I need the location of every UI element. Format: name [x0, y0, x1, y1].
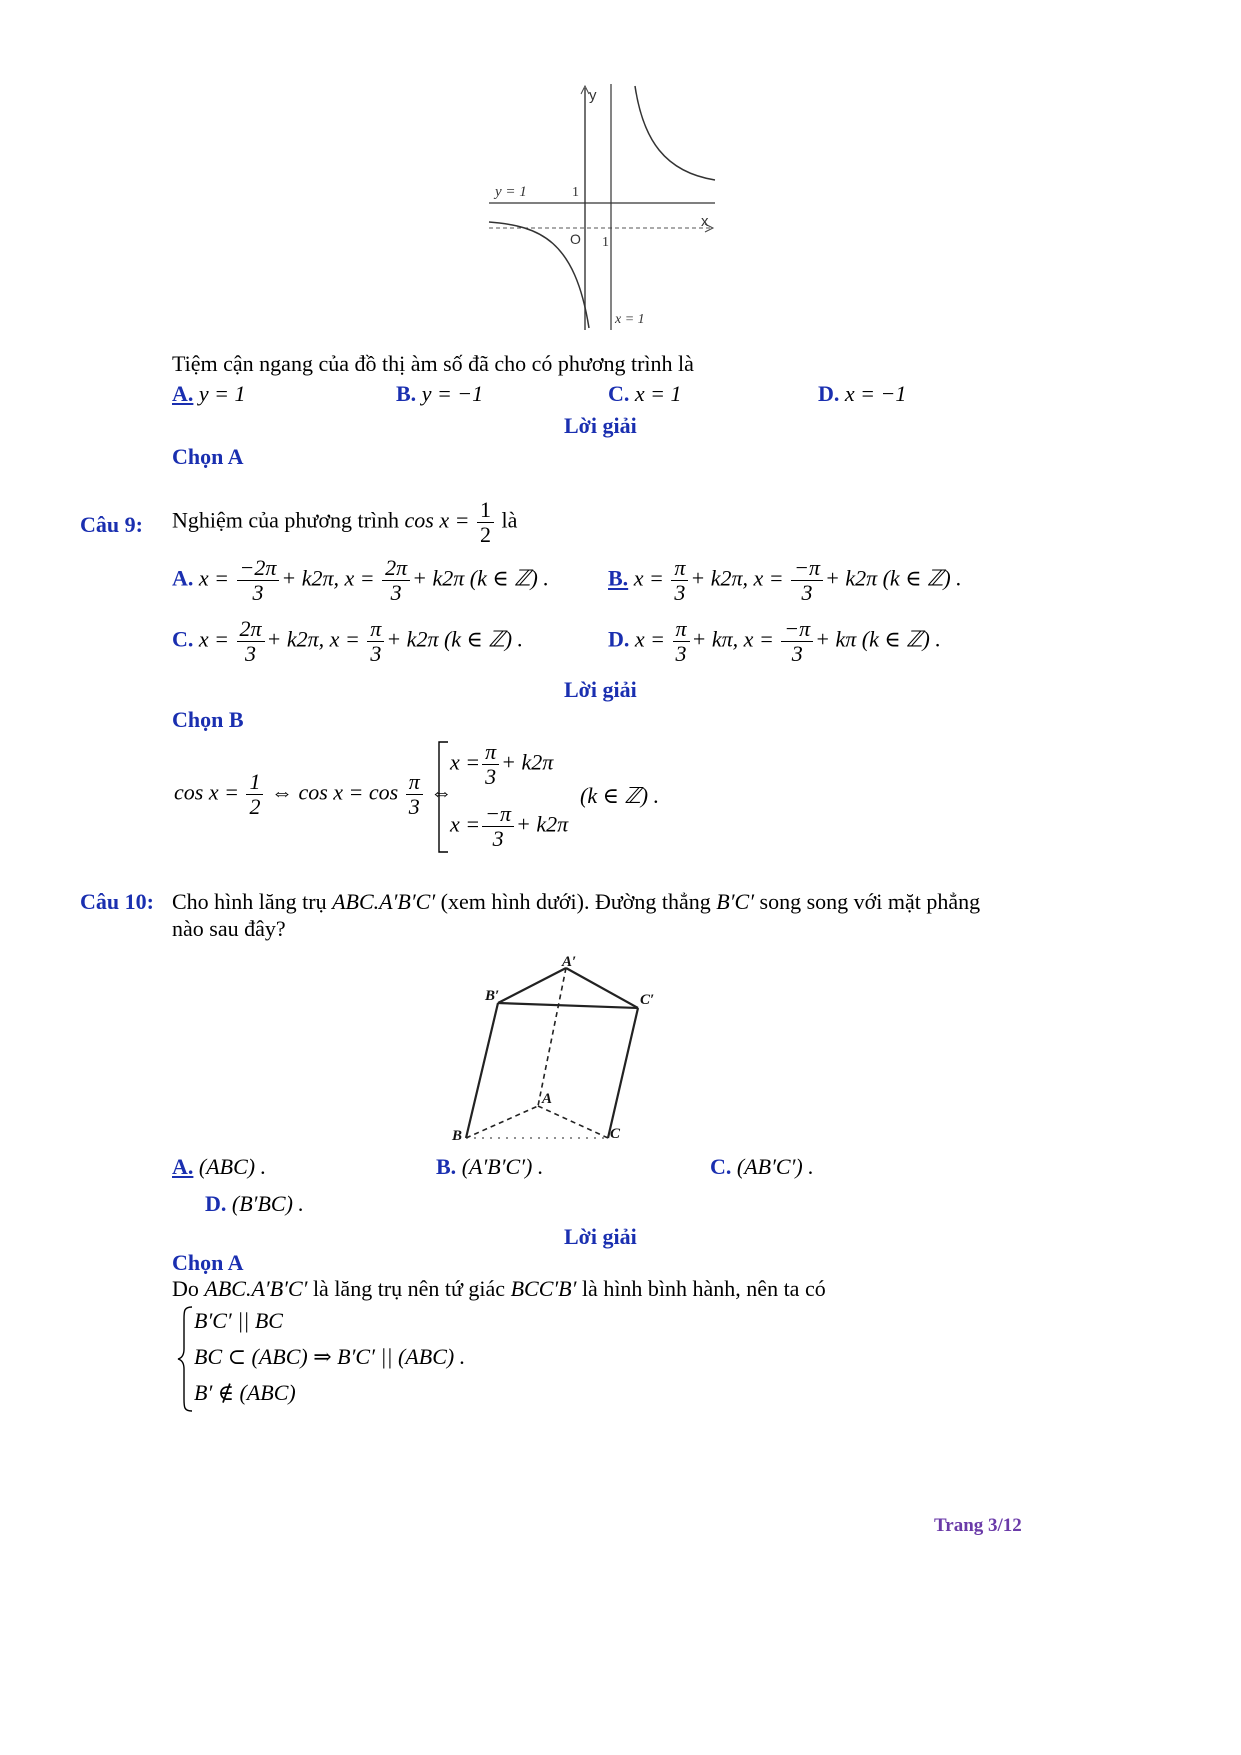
q10-system-row-2: BC ⊂ (ABC) ⇒ B′C′ || (ABC) .	[194, 1344, 466, 1369]
q9-solution-row-2: x = $\frac{-\pi}{3}$ + k2π	[450, 801, 569, 851]
q8-option-d-label: D.	[818, 381, 840, 406]
q10-option-d-value: (B′BC) .	[231, 1191, 304, 1216]
q10-number: Câu 10:	[80, 889, 154, 914]
q8-option-a[interactable]	[172, 381, 246, 407]
q9-option-a[interactable]: A. x = $\frac{-2\pi}{3}$ + k2π, x = $\frac{2\pi}{3}$ + k2π (k ∈ ℤ) .	[172, 555, 549, 605]
q9-solution-tail: (k ∈ ℤ) .	[580, 783, 660, 808]
q10-option-a-value: (ABC) .	[198, 1154, 267, 1179]
q10-option-c-value: (AB′C′) .	[736, 1154, 814, 1179]
q8-option-a-value: y = 1	[198, 381, 246, 406]
q10-system-row-1: B′C′ || BC	[194, 1308, 283, 1333]
prism-vertex-c: C	[610, 1126, 621, 1142]
q10-option-d-label: D.	[205, 1191, 227, 1216]
q8-option-b-label: B.	[396, 381, 417, 406]
q9-solution-row-1: x = $\frac{\pi}{3}$ + k2π	[450, 739, 554, 789]
q10-stem-line-1: Cho hình lăng trụ ABC.A′B′C′ (xem hình dưới). Đường thẳng B′C′ song song với mặt phẳng	[172, 889, 981, 914]
q10-option-b-label: B.	[436, 1154, 457, 1179]
page-number: Trang 3/12	[934, 1515, 1022, 1536]
q10-option-b[interactable]	[436, 1154, 543, 1180]
q8-option-c[interactable]	[608, 381, 682, 407]
q10-choice: Chọn A	[172, 1250, 244, 1275]
q9-option-b[interactable]: B. x = $\frac{\pi}{3}$ + k2π, x = $\frac{-\pi}{3}$ + k2π (k ∈ ℤ) .	[608, 555, 962, 605]
q8-option-d[interactable]	[818, 381, 906, 407]
q9-option-a-label: A.	[172, 565, 194, 591]
q9-option-b-label: B.	[608, 565, 629, 591]
q10-option-d[interactable]	[205, 1191, 304, 1217]
q9-solution-heading: Lời giải	[564, 677, 637, 702]
q8-option-b[interactable]	[396, 381, 483, 407]
q9-option-d[interactable]: D. x = $\frac{\pi}{3}$ + kπ, x = $\frac{-\pi}{3}$ + kπ (k ∈ ℤ) .	[608, 616, 941, 666]
q10-option-a-label: A.	[172, 1154, 194, 1179]
q8-option-d-value: x = −1	[844, 381, 907, 406]
q10-system-row-3: B′ ∉ (ABC)	[194, 1380, 296, 1405]
q9-solution-formula: cos x = $\frac{1}{2}$ ⇔ cos x = cos $\frac{\pi}{3}$ ⇔	[174, 769, 453, 819]
q10-system-brace	[176, 1305, 194, 1413]
q8-option-c-label: C.	[608, 381, 630, 406]
prism-vertex-c-prime: C′	[640, 992, 655, 1008]
q10-solution-heading: Lời giải	[564, 1224, 637, 1249]
q9-choice: Chọn B	[172, 707, 244, 732]
q8-choice: Chọn A	[172, 444, 244, 469]
prism-vertex-b-prime: B′	[485, 988, 500, 1004]
q10-option-a[interactable]	[172, 1154, 266, 1180]
graph-tick-x: 1	[602, 235, 609, 250]
graph-x-label: x	[701, 213, 709, 230]
q10-option-c-label: C.	[710, 1154, 732, 1179]
q10-option-b-value: (A′B′C′) .	[461, 1154, 544, 1179]
q8-option-a-label: A.	[172, 381, 194, 406]
q9-stem-prefix: Nghiệm của phương trình	[172, 507, 400, 533]
q8-option-b-value: y = −1	[421, 381, 484, 406]
q9-or-bracket	[436, 740, 450, 855]
q9-stem-fraction: $\frac{1}{2}$	[477, 498, 494, 547]
q9-number: Câu 9:	[80, 512, 143, 537]
graph-tick-y: 1	[572, 185, 579, 200]
graph-origin-label: O	[570, 231, 581, 247]
hyperbola-graph	[485, 80, 725, 335]
prism-vertex-a: A	[542, 1091, 553, 1107]
q9-stem	[172, 498, 517, 547]
q9-stem-cos: cos x =	[404, 507, 470, 533]
q8-stem: Tiệm cận ngang của đồ thị àm số đã cho có phương trình là	[172, 351, 694, 376]
q9-stem-suffix: là	[501, 507, 518, 533]
prism-vertex-a-prime: A′	[562, 954, 577, 970]
q10-stem-line-2: nào sau đây?	[172, 916, 286, 941]
graph-asym-h-label: y = 1	[495, 184, 527, 200]
q9-option-d-label: D.	[608, 626, 630, 652]
q8-solution-heading: Lời giải	[564, 413, 637, 438]
prism-figure	[440, 948, 665, 1148]
q10-explanation: Do ABC.A′B′C′ là lăng trụ nên tứ giác BCC′B′ là hình bình hành, nên ta có	[172, 1276, 826, 1301]
q9-option-c[interactable]: C. x = $\frac{2\pi}{3}$ + k2π, x = $\frac{\pi}{3}$ + k2π (k ∈ ℤ) .	[172, 616, 524, 666]
prism-vertex-b: B	[452, 1128, 463, 1144]
graph-y-label: y	[589, 87, 597, 104]
q10-option-c[interactable]	[710, 1154, 814, 1180]
q8-option-c-value: x = 1	[634, 381, 682, 406]
graph-asym-v-label: x = 1	[615, 312, 645, 327]
q9-option-c-label: C.	[172, 626, 194, 652]
